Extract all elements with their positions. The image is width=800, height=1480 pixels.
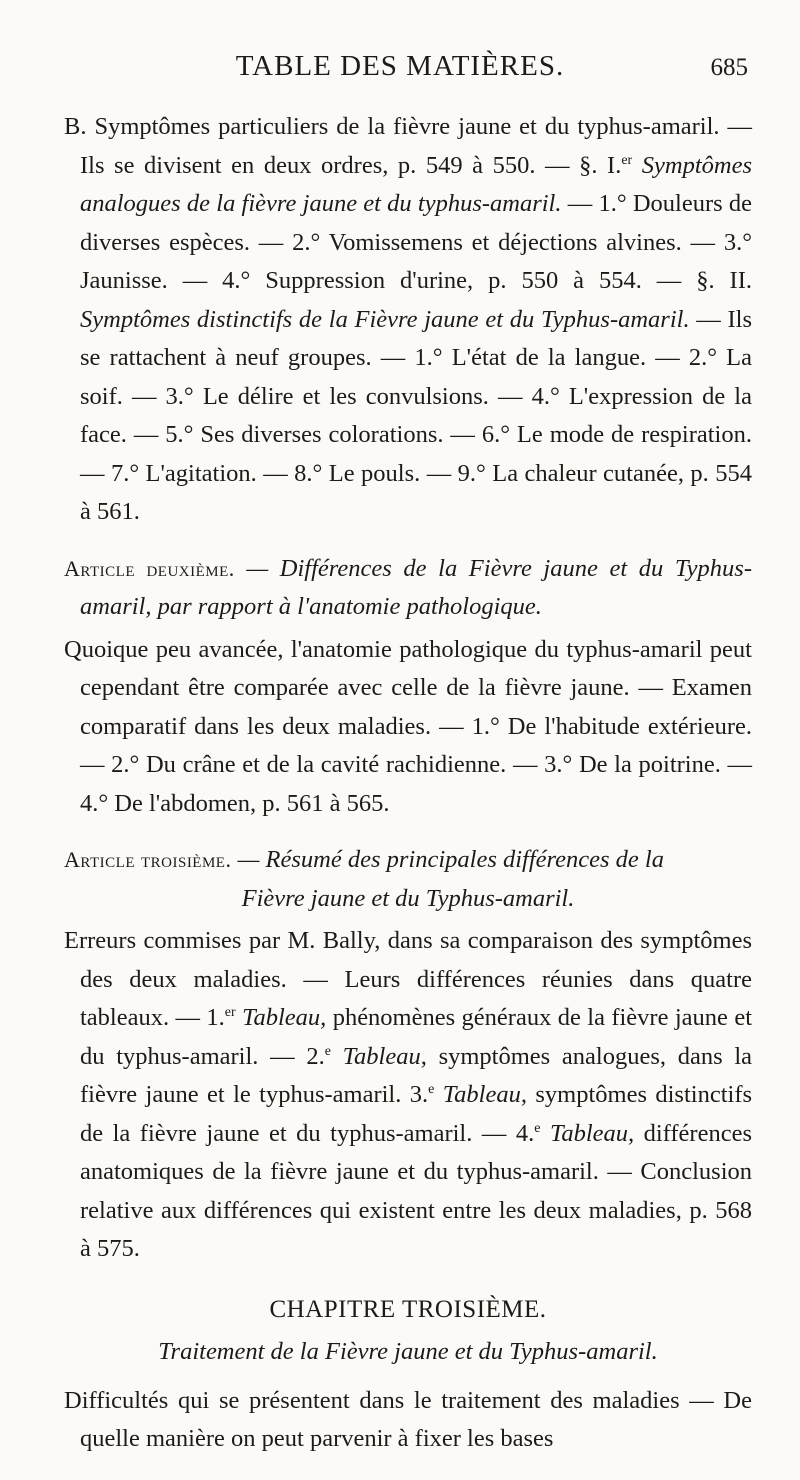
article3-text-b: phénomènes généraux de la fièvre jaune et du typhus-amaril. — 2. bbox=[80, 1004, 752, 1070]
superscript: er bbox=[224, 1005, 236, 1020]
section-b-title2: Symptômes distinctifs de la Fièvre jaune et du Typhus-amaril. bbox=[80, 305, 690, 333]
tableau-label: Tableau, bbox=[549, 1119, 635, 1147]
section-b-tail: — Ils se rattachent à neuf groupes. — 1.° L'état de la langue. — 2.° La soif. — 3.° Le délire et les convulsions. — 4.° L'expression de la face. — 5.° Ses diverses colorations. — 6.° Le mode de respiration. — 7.° L'agitation. — 8.° Le pouls. — 9.° La chaleur cutanée, p. 554 à 561. bbox=[80, 305, 753, 525]
page-number: 685 bbox=[710, 54, 748, 81]
chapter-subtitle: Traitement de la Fièvre jaune et du Typhus-amaril. bbox=[158, 1338, 658, 1365]
article3-text bbox=[64, 922, 752, 1269]
article3-text-c: symptômes analogues, dans la fièvre jaune et le typhus-amaril. 3. bbox=[80, 1042, 753, 1108]
superscript: e bbox=[428, 1082, 435, 1097]
article2-heading bbox=[64, 550, 752, 627]
superscript: e bbox=[534, 1120, 541, 1136]
chapter-heading: CHAPITRE TROISIÈME. bbox=[269, 1295, 547, 1323]
superscript: e bbox=[324, 1043, 331, 1059]
article3-text-d: symptômes distinctifs de la fièvre jaune et du typhus-amaril. — 4. bbox=[80, 1081, 753, 1147]
article3-keyword: Article troisième. bbox=[64, 847, 232, 872]
section-b-title: Symptômes analogues de la fièvre jaune et du typhus-amaril. bbox=[80, 151, 753, 217]
chapter-text: Difficultés qui se présentent dans le traitement des maladies — De quelle manière on peut parvenir à fixer les bases bbox=[64, 1386, 752, 1452]
running-head bbox=[0, 50, 800, 90]
running-title: TABLE DES MATIÈRES. bbox=[235, 50, 565, 82]
tableau-label: Tableau, bbox=[442, 1081, 527, 1108]
article3-text-a: Erreurs commises par M. Bally, dans sa comparaison des symptômes des deux maladies. — Leurs différences réunies dans quatre tableaux. — 1. bbox=[64, 927, 752, 1031]
section-b-paragraph bbox=[64, 108, 752, 532]
tableau-label: Tableau, bbox=[342, 1042, 427, 1070]
article2-keyword: Article deuxième. bbox=[64, 555, 235, 581]
article3-title: — Résumé des principales différences de la bbox=[237, 846, 664, 873]
section-b-after-title: — 1.° Douleurs de diverses espèces. — 2.° Vomissemens et déjections alvines. — 3.° Jaunisse. — 4.° Suppression d'urine, p. 550 à 554. — §. II. bbox=[80, 190, 752, 294]
article3-heading bbox=[64, 841, 752, 918]
article2-title: — Différences de la Fièvre jaune et du Typhus-amaril, par rapport à l'anatomie pathologique. bbox=[80, 554, 752, 620]
article3-title-line2: Fièvre jaune et du Typhus-amaril. bbox=[241, 884, 575, 912]
article3-text-e: différences anatomiques de la fièvre jaune et du typhus-amaril. — Conclusion relative aux différences qui existent entre les deux maladies, p. 568 à 575. bbox=[80, 1119, 752, 1262]
superscript: er bbox=[621, 152, 633, 168]
article2-text: Quoique peu avancée, l'anatomie pathologique du typhus-amaril peut cependant être comparée avec celle de la fièvre jaune. — Examen comparatif dans les deux maladies. — 1.° De l'habitude extérieure. — 2.° Du crâne et de la cavité rachidienne. — 3.° De la poitrine. — 4.° De l'abdomen, p. 561 à 565. bbox=[64, 635, 752, 817]
section-b-lead: B. Symptômes particuliers de la fièvre jaune et du typhus-amaril. — Ils se divisent en deux ordres, p. 549 à 550. — §. I. bbox=[64, 113, 752, 179]
tableau-label: Tableau, bbox=[242, 1004, 327, 1031]
page-body bbox=[64, 108, 752, 1459]
